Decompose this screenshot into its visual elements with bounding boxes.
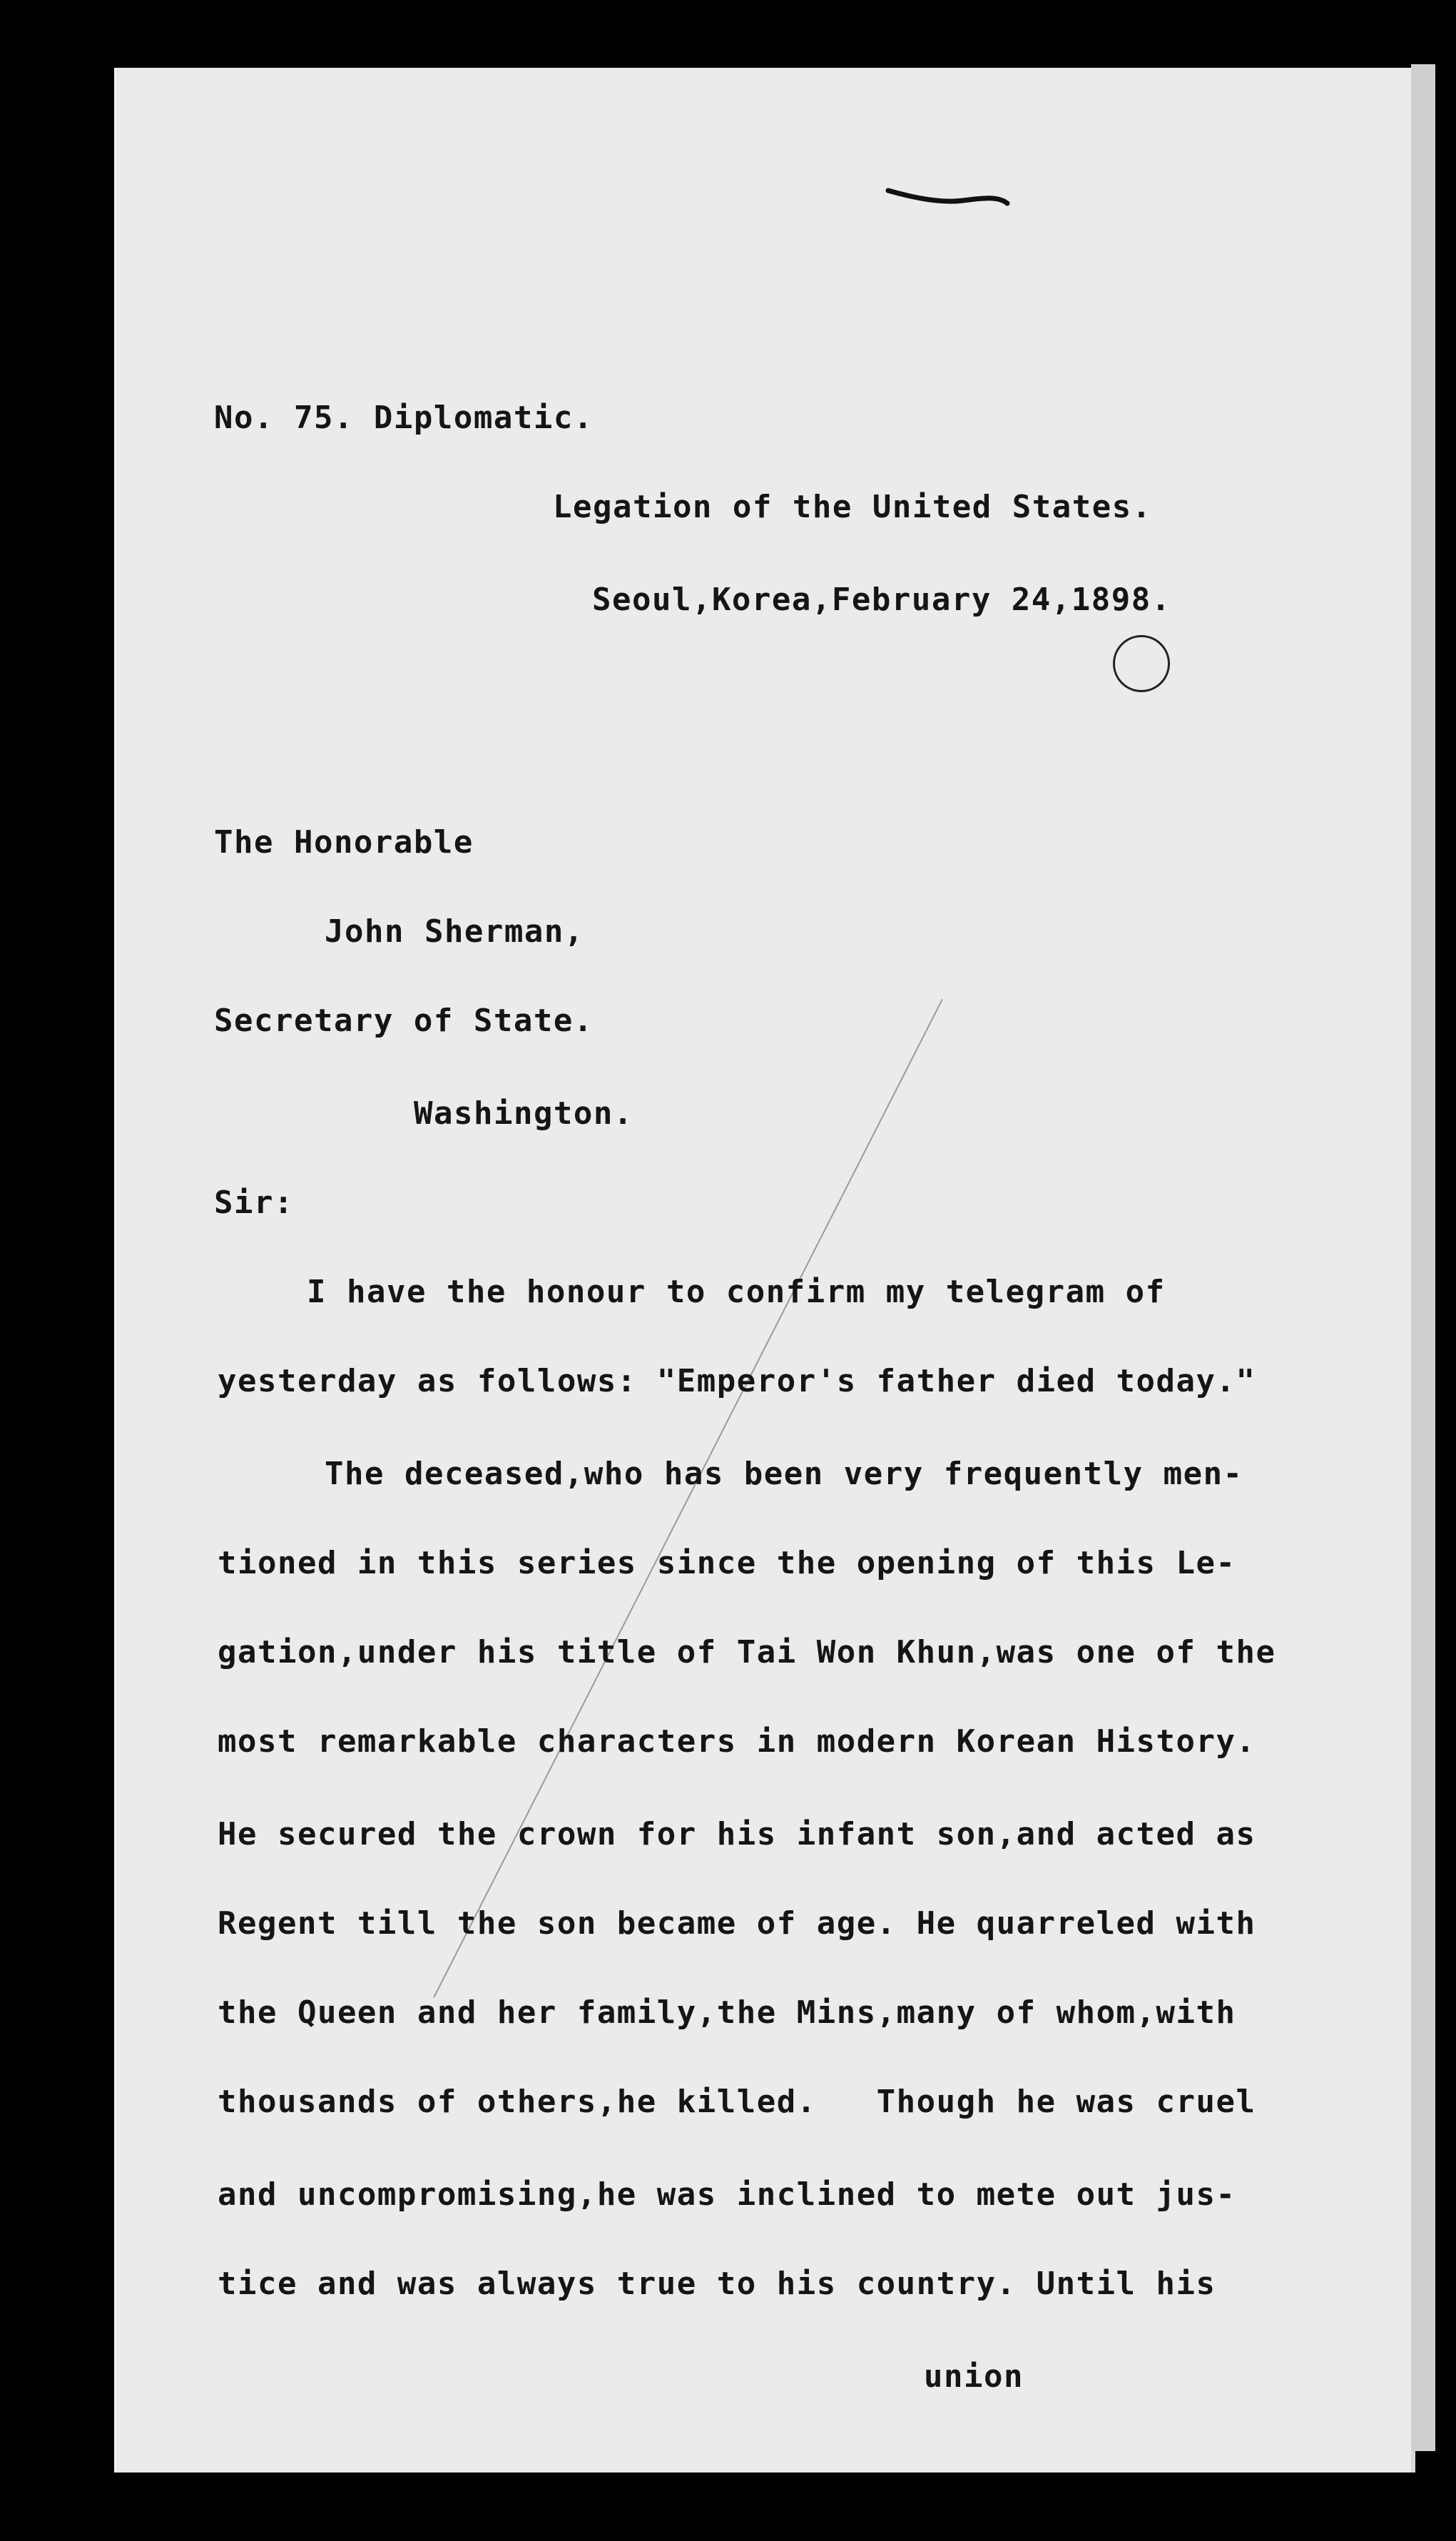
circle-mark — [1113, 635, 1170, 692]
body-line: yesterday as follows: "Emperor's father died today." — [218, 1363, 1256, 1399]
page-edge-strip — [1411, 64, 1435, 2451]
body-line: gation,under his title of Tai Won Khun,was one of the — [218, 1634, 1276, 1670]
catchword: union — [924, 2358, 1024, 2395]
address-line-2: John Sherman, — [325, 913, 584, 950]
body-line: most remarkable characters in modern Korean History. — [218, 1723, 1256, 1760]
body-line: I have the honour to confirm my telegram of — [307, 1274, 1166, 1310]
body-line: He secured the crown for his infant son,and acted as — [218, 1816, 1256, 1852]
body-line: tice and was always true to his country. Until his — [218, 2266, 1216, 2302]
body-line: The deceased,who has been very frequently men- — [325, 1456, 1243, 1492]
legation-heading: Legation of the United States. — [553, 489, 1152, 525]
dispatch-number: No. 75. Diplomatic. — [214, 400, 594, 436]
body-line: tioned in this series since the opening of this Le- — [218, 1545, 1236, 1581]
address-line-3: Secretary of State. — [214, 1003, 594, 1039]
address-line-4: Washington. — [414, 1095, 633, 1132]
body-line: and uncompromising,he was inclined to mete out jus- — [218, 2176, 1236, 2213]
salutation: Sir: — [214, 1185, 294, 1221]
body-line: the Queen and her family,the Mins,many of whom,with — [218, 1994, 1236, 2031]
ink-scribble-mark — [885, 182, 1013, 211]
body-line: Regent till the son became of age. He quarreled with — [218, 1905, 1256, 1942]
body-line: thousands of others,he killed. Though he was cruel — [218, 2084, 1256, 2120]
date-line: Seoul,Korea,February 24,1898. — [592, 582, 1171, 618]
address-line-1: The Honorable — [214, 824, 474, 861]
